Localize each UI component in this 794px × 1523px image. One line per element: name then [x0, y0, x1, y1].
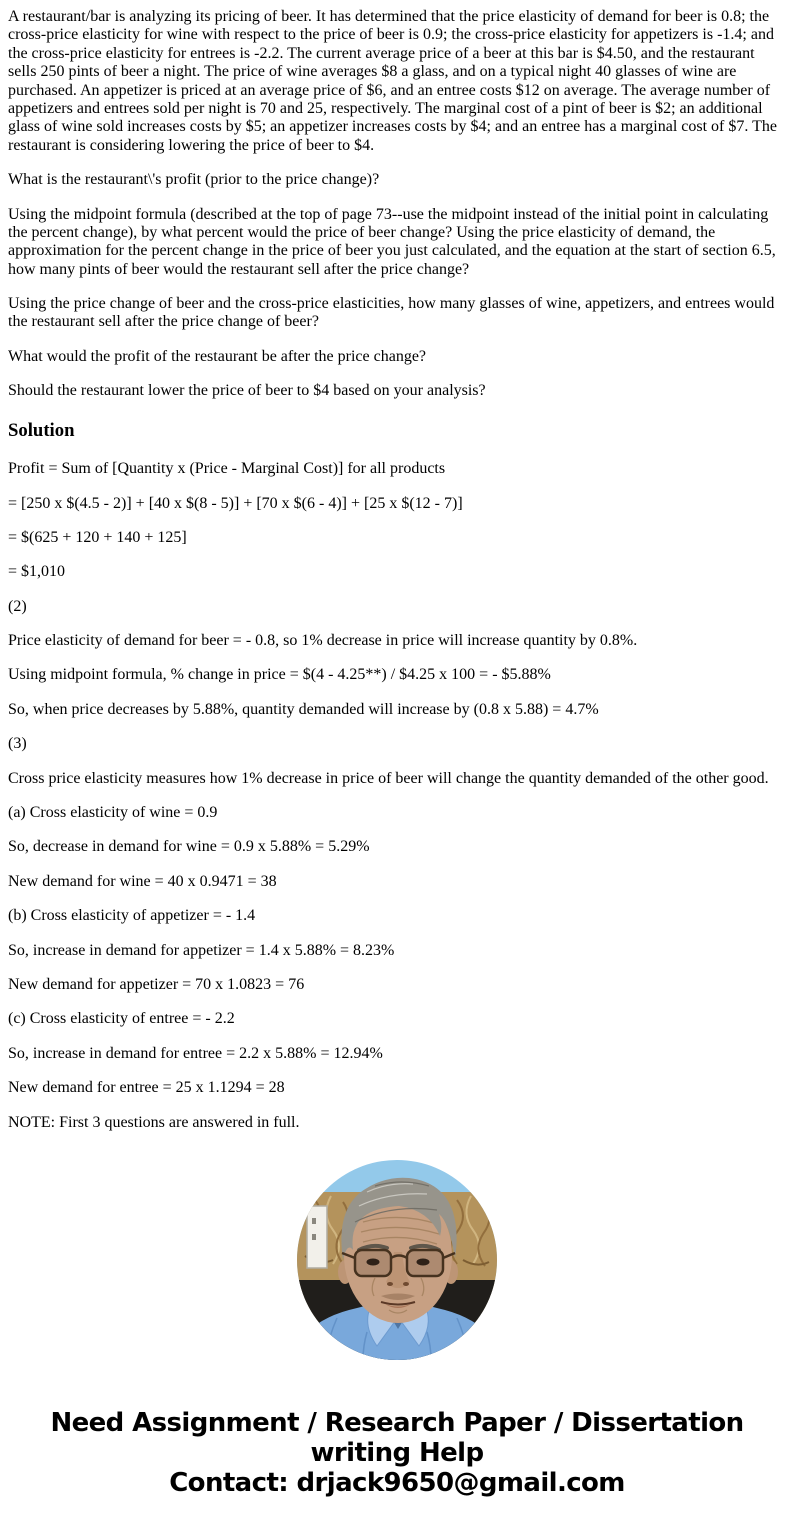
question-4: What would the profit of the restaurant be after the price change?: [8, 347, 427, 365]
solution-line: So, increase in demand for entree = 2.2 x 5.88% = 12.94%: [8, 1044, 383, 1062]
solution-line: So, decrease in demand for wine = 0.9 x 5.88% = 5.29%: [8, 838, 370, 856]
solution-line: So, when price decreases by 5.88%, quantity demanded will increase by (0.8 x 5.88) = 4.7%: [8, 700, 599, 718]
solution-line: New demand for entree = 25 x 1.1294 = 28: [8, 1079, 285, 1097]
solution-line: (c) Cross elasticity of entree = - 2.2: [8, 1010, 235, 1028]
solution-note: NOTE: First 3 questions are answered in full.: [8, 1113, 300, 1131]
solution-heading: Solution: [8, 419, 75, 441]
question-5: Should the restaurant lower the price of beer to $4 based on your analysis?: [8, 382, 486, 400]
avatar-wrap: [8, 1160, 786, 1360]
solution-line: = [250 x $(4.5 - 2)] + [40 x $(8 - 5)] + [70 x $(6 - 4)] + [25 x $(12 - 7)]: [8, 494, 463, 512]
solution-part-label: (2): [8, 597, 27, 615]
solution-line: Profit = Sum of [Quantity x (Price - Marginal Cost)] for all products: [8, 460, 446, 478]
solution-line: = $1,010: [8, 563, 66, 581]
question-2: Using the midpoint formula (described at the top of page 73--use the midpoint instead of the initial point in calculating the percent change), by what percent would the price of beer change? Using the price elasticity of demand, the approximation for the percent change in the price of beer you just calculated, and the equation at the start of section 6.5, how many pints of beer would the restaurant sell after the price change?: [8, 205, 776, 278]
solution-line: So, increase in demand for appetizer = 1.4 x 5.88% = 8.23%: [8, 941, 395, 959]
tutor-photo: [297, 1160, 497, 1360]
solution-line: New demand for wine = 40 x 0.9471 = 38: [8, 872, 277, 890]
question-1: What is the restaurant\'s profit (prior to the price change)?: [8, 171, 380, 189]
problem-intro: A restaurant/bar is analyzing its pricing of beer. It has determined that the price elasticity of demand for beer is 0.8; the cross-price elasticity for wine with respect to the price of beer is 0.9; the cross-price elasticity for appetizers is -1.4; and the cross-price elasticity for entrees is -2.2. The current average price of a beer at this bar is $4.50, and the restaurant sells 250 pints of beer a night. The price of wine averages $8 a glass, and on a typical night 40 glasses of wine are purchased. An appetizer is priced at an average price of $6, and an entree costs $12 on average. The average number of appetizers and entrees sold per night is 70 and 25, respectively. The marginal cost of a pint of beer is $2; an additional glass of wine sold increases costs by $5; an appetizer increases costs by $4; and an entree has a marginal cost of $7. The restaurant is considering lowering the price of beer to $4.: [8, 8, 777, 154]
footer-heading-line-1: Need Assignment / Research Paper / Dissertation: [50, 1407, 744, 1438]
solution-line: Price elasticity of demand for beer = - 0.8, so 1% decrease in price will increase quantity by 0.8%.: [8, 632, 638, 650]
solution-line: New demand for appetizer = 70 x 1.0823 = 76: [8, 976, 305, 993]
question-3: Using the price change of beer and the cross-price elasticities, how many glasses of wine, appetizers, and entrees would the restaurant sell after the price change of beer?: [8, 295, 775, 331]
solution-line: Cross price elasticity measures how 1% decrease in price of beer will change the quantity demanded of the other good.: [8, 769, 769, 787]
solution-line: (a) Cross elasticity of wine = 0.9: [8, 804, 218, 822]
solution-line: = $(625 + 120 + 140 + 125]: [8, 528, 187, 546]
footer-heading: [8, 1408, 786, 1498]
footer-heading-line-2: writing Help: [310, 1437, 484, 1468]
solution-part-label: (3): [8, 735, 27, 753]
solution-line: (b) Cross elasticity of appetizer = - 1.4: [8, 907, 256, 925]
avatar-wall-plate: [307, 1206, 327, 1268]
solution-line: Using midpoint formula, % change in price = $(4 - 4.25**) / $4.25 x 100 = - $5.88%: [8, 666, 551, 684]
footer-contact-line: Contact: drjack9650@gmail.com: [169, 1467, 625, 1498]
